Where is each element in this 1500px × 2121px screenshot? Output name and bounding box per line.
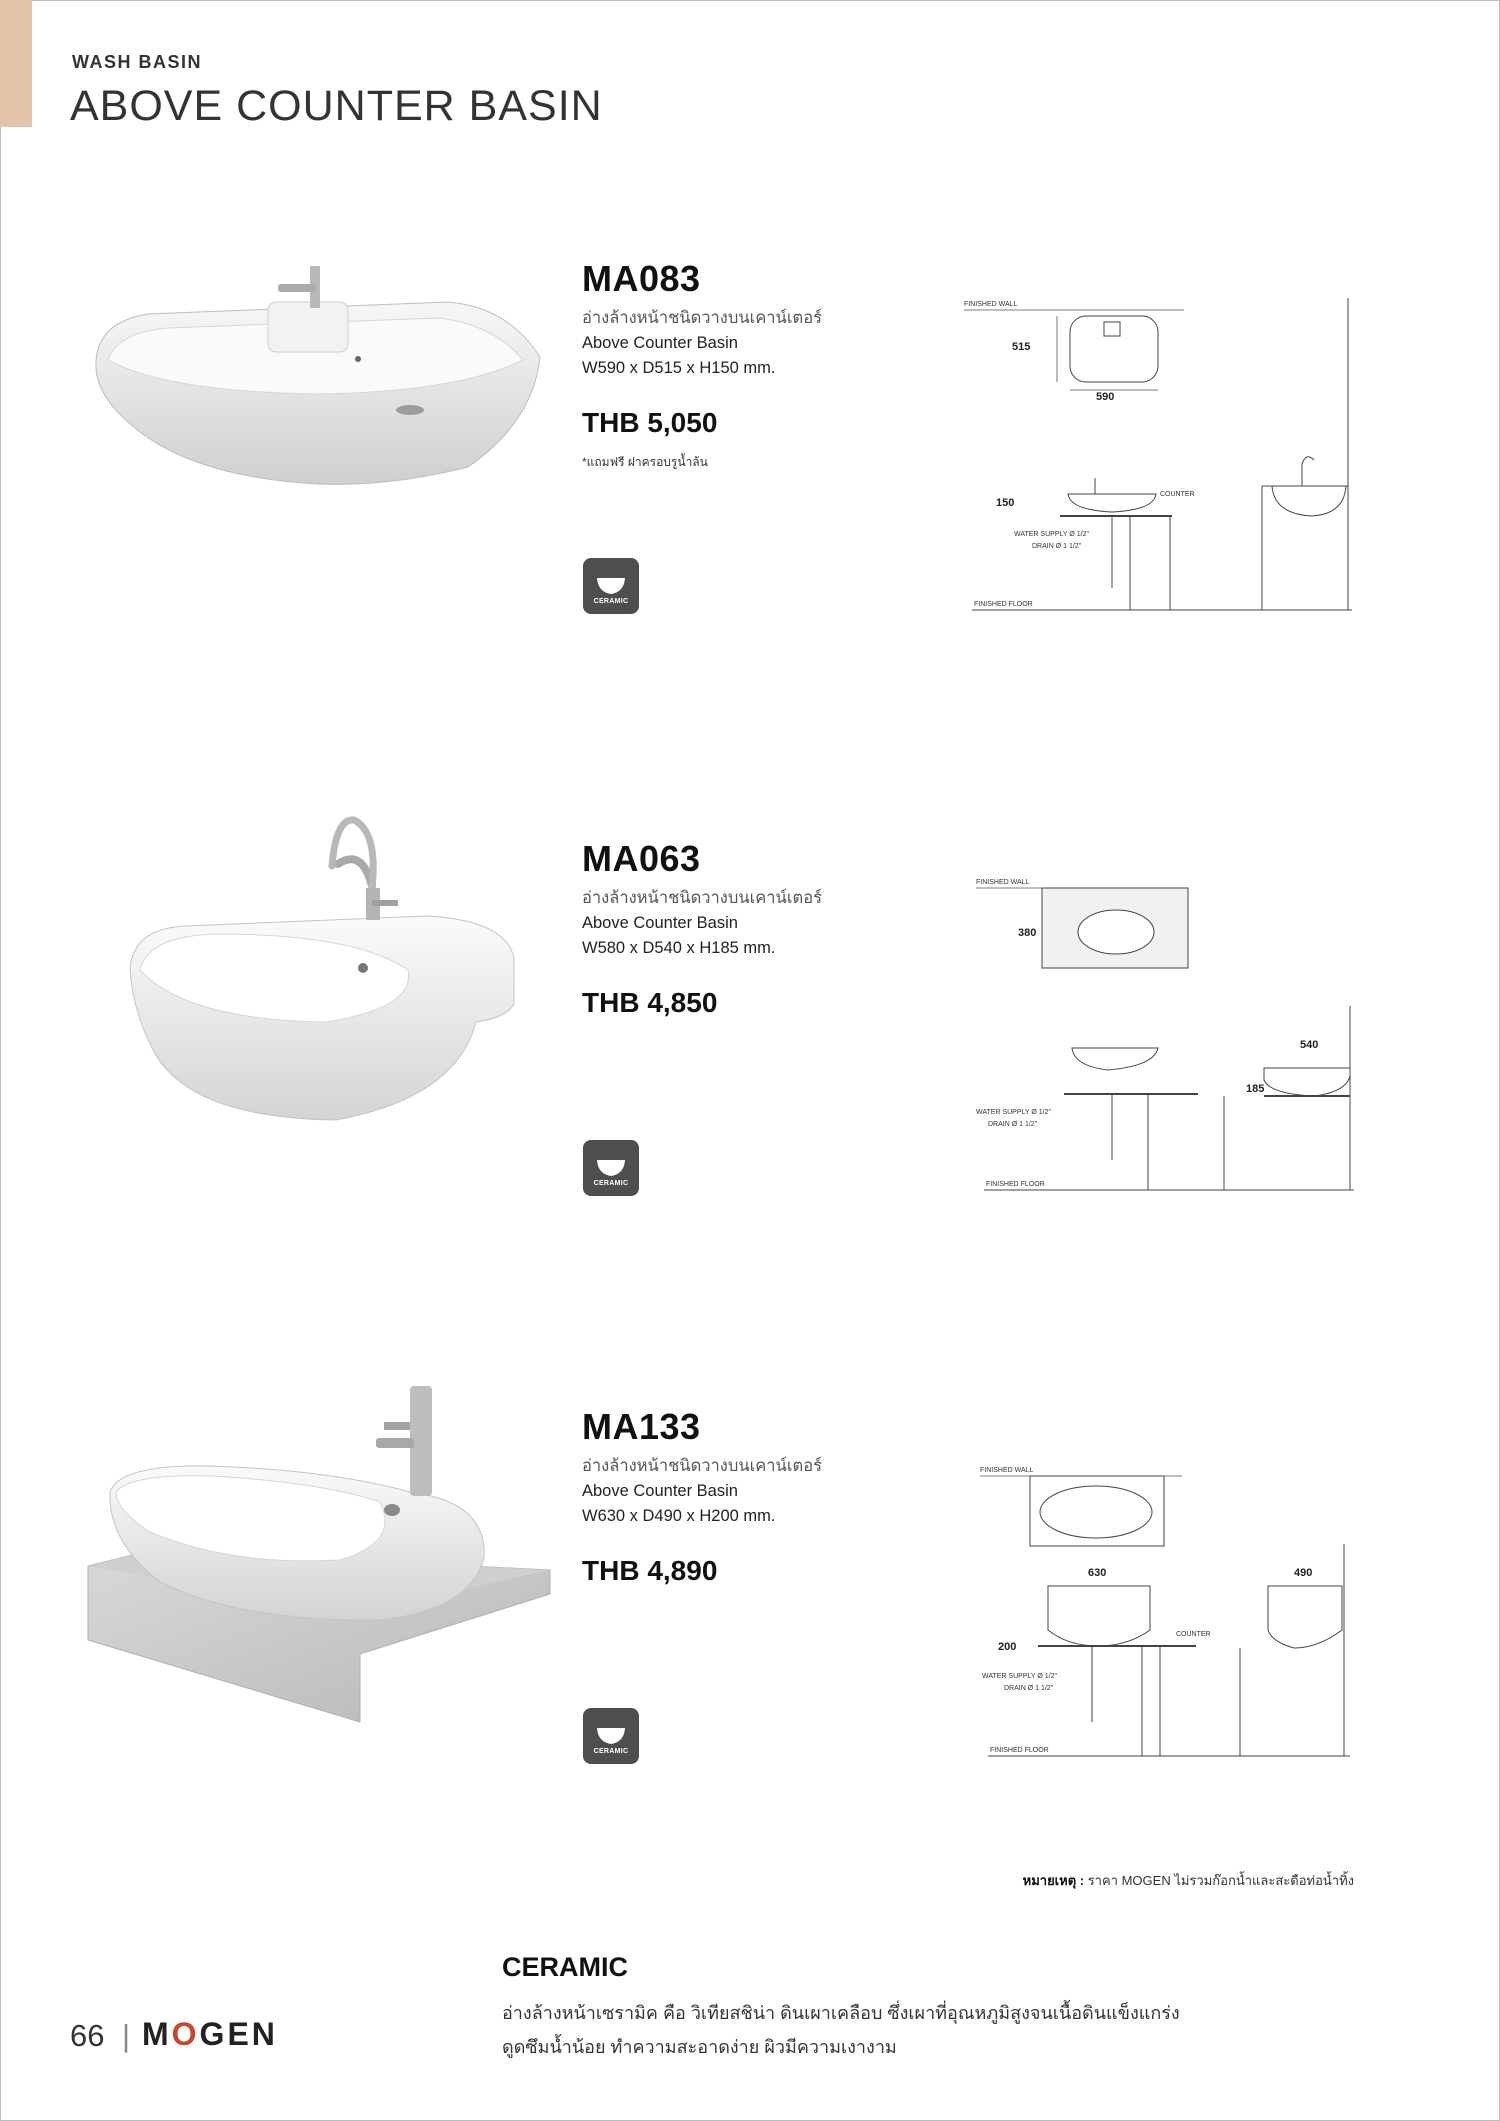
basin-ma083-image <box>88 262 548 492</box>
dim-finished-wall: FINISHED WALL <box>964 301 1018 308</box>
technical-drawing-ma063 <box>974 870 1364 1195</box>
product-info-ma063 <box>582 838 962 1019</box>
dim-depth: 380 <box>1018 927 1037 939</box>
brand-gen: GEN <box>199 2016 278 2052</box>
product-size: W630 x D490 x H200 mm. <box>582 1507 776 1525</box>
basin-icon <box>583 1708 639 1764</box>
product-photo-ma063 <box>126 808 526 1133</box>
dim-counter: COUNTER <box>1176 1631 1211 1638</box>
footer-separator: | <box>122 2018 131 2053</box>
product-photo-ma083 <box>88 262 548 497</box>
dim-counter: COUNTER <box>1160 491 1195 498</box>
product-price: THB 4,850 <box>582 987 718 1018</box>
page-number: 66 <box>70 2018 105 2053</box>
product-model: MA133 <box>582 1406 701 1447</box>
dim-finished-floor: FINISHED FLOOR <box>974 601 1033 608</box>
brand-m: M <box>142 2016 172 2052</box>
dim-depth: 490 <box>1294 1567 1313 1579</box>
section-tab <box>0 0 32 127</box>
product-note: *แถมฟรี ฝาครอบรูน้ำล้น <box>582 455 708 469</box>
product-model: MA083 <box>582 258 701 299</box>
product-photo-ma133 <box>80 1382 560 1737</box>
dim-height: 200 <box>998 1641 1017 1653</box>
product-info-ma083 <box>582 258 962 472</box>
technical-drawing-ma083 <box>962 288 1362 623</box>
product-name-en: Above Counter Basin <box>582 1482 738 1500</box>
dim-depth: 515 <box>1012 341 1031 353</box>
dim-height: 150 <box>996 497 1015 509</box>
ceramic-badge <box>583 1140 639 1196</box>
footnote-text: ราคา MOGEN ไม่รวมก๊อกน้ำและสะดือท่อน้ำทิ้ง <box>1087 1873 1354 1888</box>
product-info-ma133 <box>582 1406 962 1587</box>
price-footnote <box>1023 1870 1354 1891</box>
badge-label: CERAMIC <box>593 1748 629 1755</box>
basin-ma063-image <box>126 808 526 1128</box>
dim-water-supply: WATER SUPPLY Ø 1/2" <box>976 1109 1051 1116</box>
product-name-th: อ่างล้างหน้าชนิดวางบนเคาน์เตอร์ <box>582 889 822 907</box>
dim-water-supply: WATER SUPPLY Ø 1/2" <box>1014 531 1089 538</box>
brand-o: O <box>171 2016 200 2052</box>
ceramic-heading: CERAMIC <box>502 1952 628 1982</box>
dim-finished-floor: FINISHED FLOOR <box>986 1181 1045 1188</box>
basin-icon <box>583 1140 639 1196</box>
product-name-en: Above Counter Basin <box>582 914 738 932</box>
section-category: WASH BASIN <box>72 52 203 72</box>
dim-height: 185 <box>1246 1083 1265 1095</box>
badge-label: CERAMIC <box>593 1180 629 1187</box>
dim-drain: DRAIN Ø 1 1/2" <box>1032 543 1082 550</box>
technical-drawing-ma133 <box>978 1450 1368 1765</box>
dim-drain: DRAIN Ø 1 1/2" <box>1004 1685 1054 1692</box>
dim-drain: DRAIN Ø 1 1/2" <box>988 1121 1038 1128</box>
ceramic-line-1: อ่างล้างหน้าเซรามิค คือ วิเทียสชิน่า ดินเผาเคลือบ ซึ่งเผาที่อุณหภูมิสูงจนเนื้อดินแข็งแกร่ง <box>502 2003 1180 2023</box>
product-name-en: Above Counter Basin <box>582 334 738 352</box>
product-name-th: อ่างล้างหน้าชนิดวางบนเคาน์เตอร์ <box>582 1457 822 1475</box>
basin-ma133-image <box>80 1382 560 1732</box>
product-price: THB 4,890 <box>582 1555 718 1586</box>
product-name-th: อ่างล้างหน้าชนิดวางบนเคาน์เตอร์ <box>582 309 822 327</box>
footnote-label: หมายเหตุ : <box>1022 1873 1085 1888</box>
dim-finished-wall: FINISHED WALL <box>980 1467 1034 1474</box>
brand-logo <box>142 2016 278 2053</box>
product-model: MA063 <box>582 838 701 879</box>
dim-width: 540 <box>1300 1039 1319 1051</box>
product-size: W590 x D515 x H150 mm. <box>582 359 776 377</box>
ceramic-badge <box>583 1708 639 1764</box>
basin-icon <box>583 558 639 614</box>
product-price: THB 5,050 <box>582 407 718 438</box>
page-title: ABOVE COUNTER BASIN <box>70 82 603 130</box>
dim-finished-wall: FINISHED WALL <box>976 879 1030 886</box>
ceramic-description <box>502 1996 1180 2064</box>
dim-water-supply: WATER SUPPLY Ø 1/2" <box>982 1673 1057 1680</box>
ceramic-badge <box>583 558 639 614</box>
dim-width: 590 <box>1096 391 1115 403</box>
product-size: W580 x D540 x H185 mm. <box>582 939 776 957</box>
ceramic-line-2: ดูดซึมน้ำน้อย ทำความสะอาดง่าย ผิวมีความเงางาม <box>502 2037 897 2057</box>
dim-width: 630 <box>1088 1567 1107 1579</box>
badge-label: CERAMIC <box>593 598 629 605</box>
dim-finished-floor: FINISHED FLOOR <box>990 1747 1049 1754</box>
